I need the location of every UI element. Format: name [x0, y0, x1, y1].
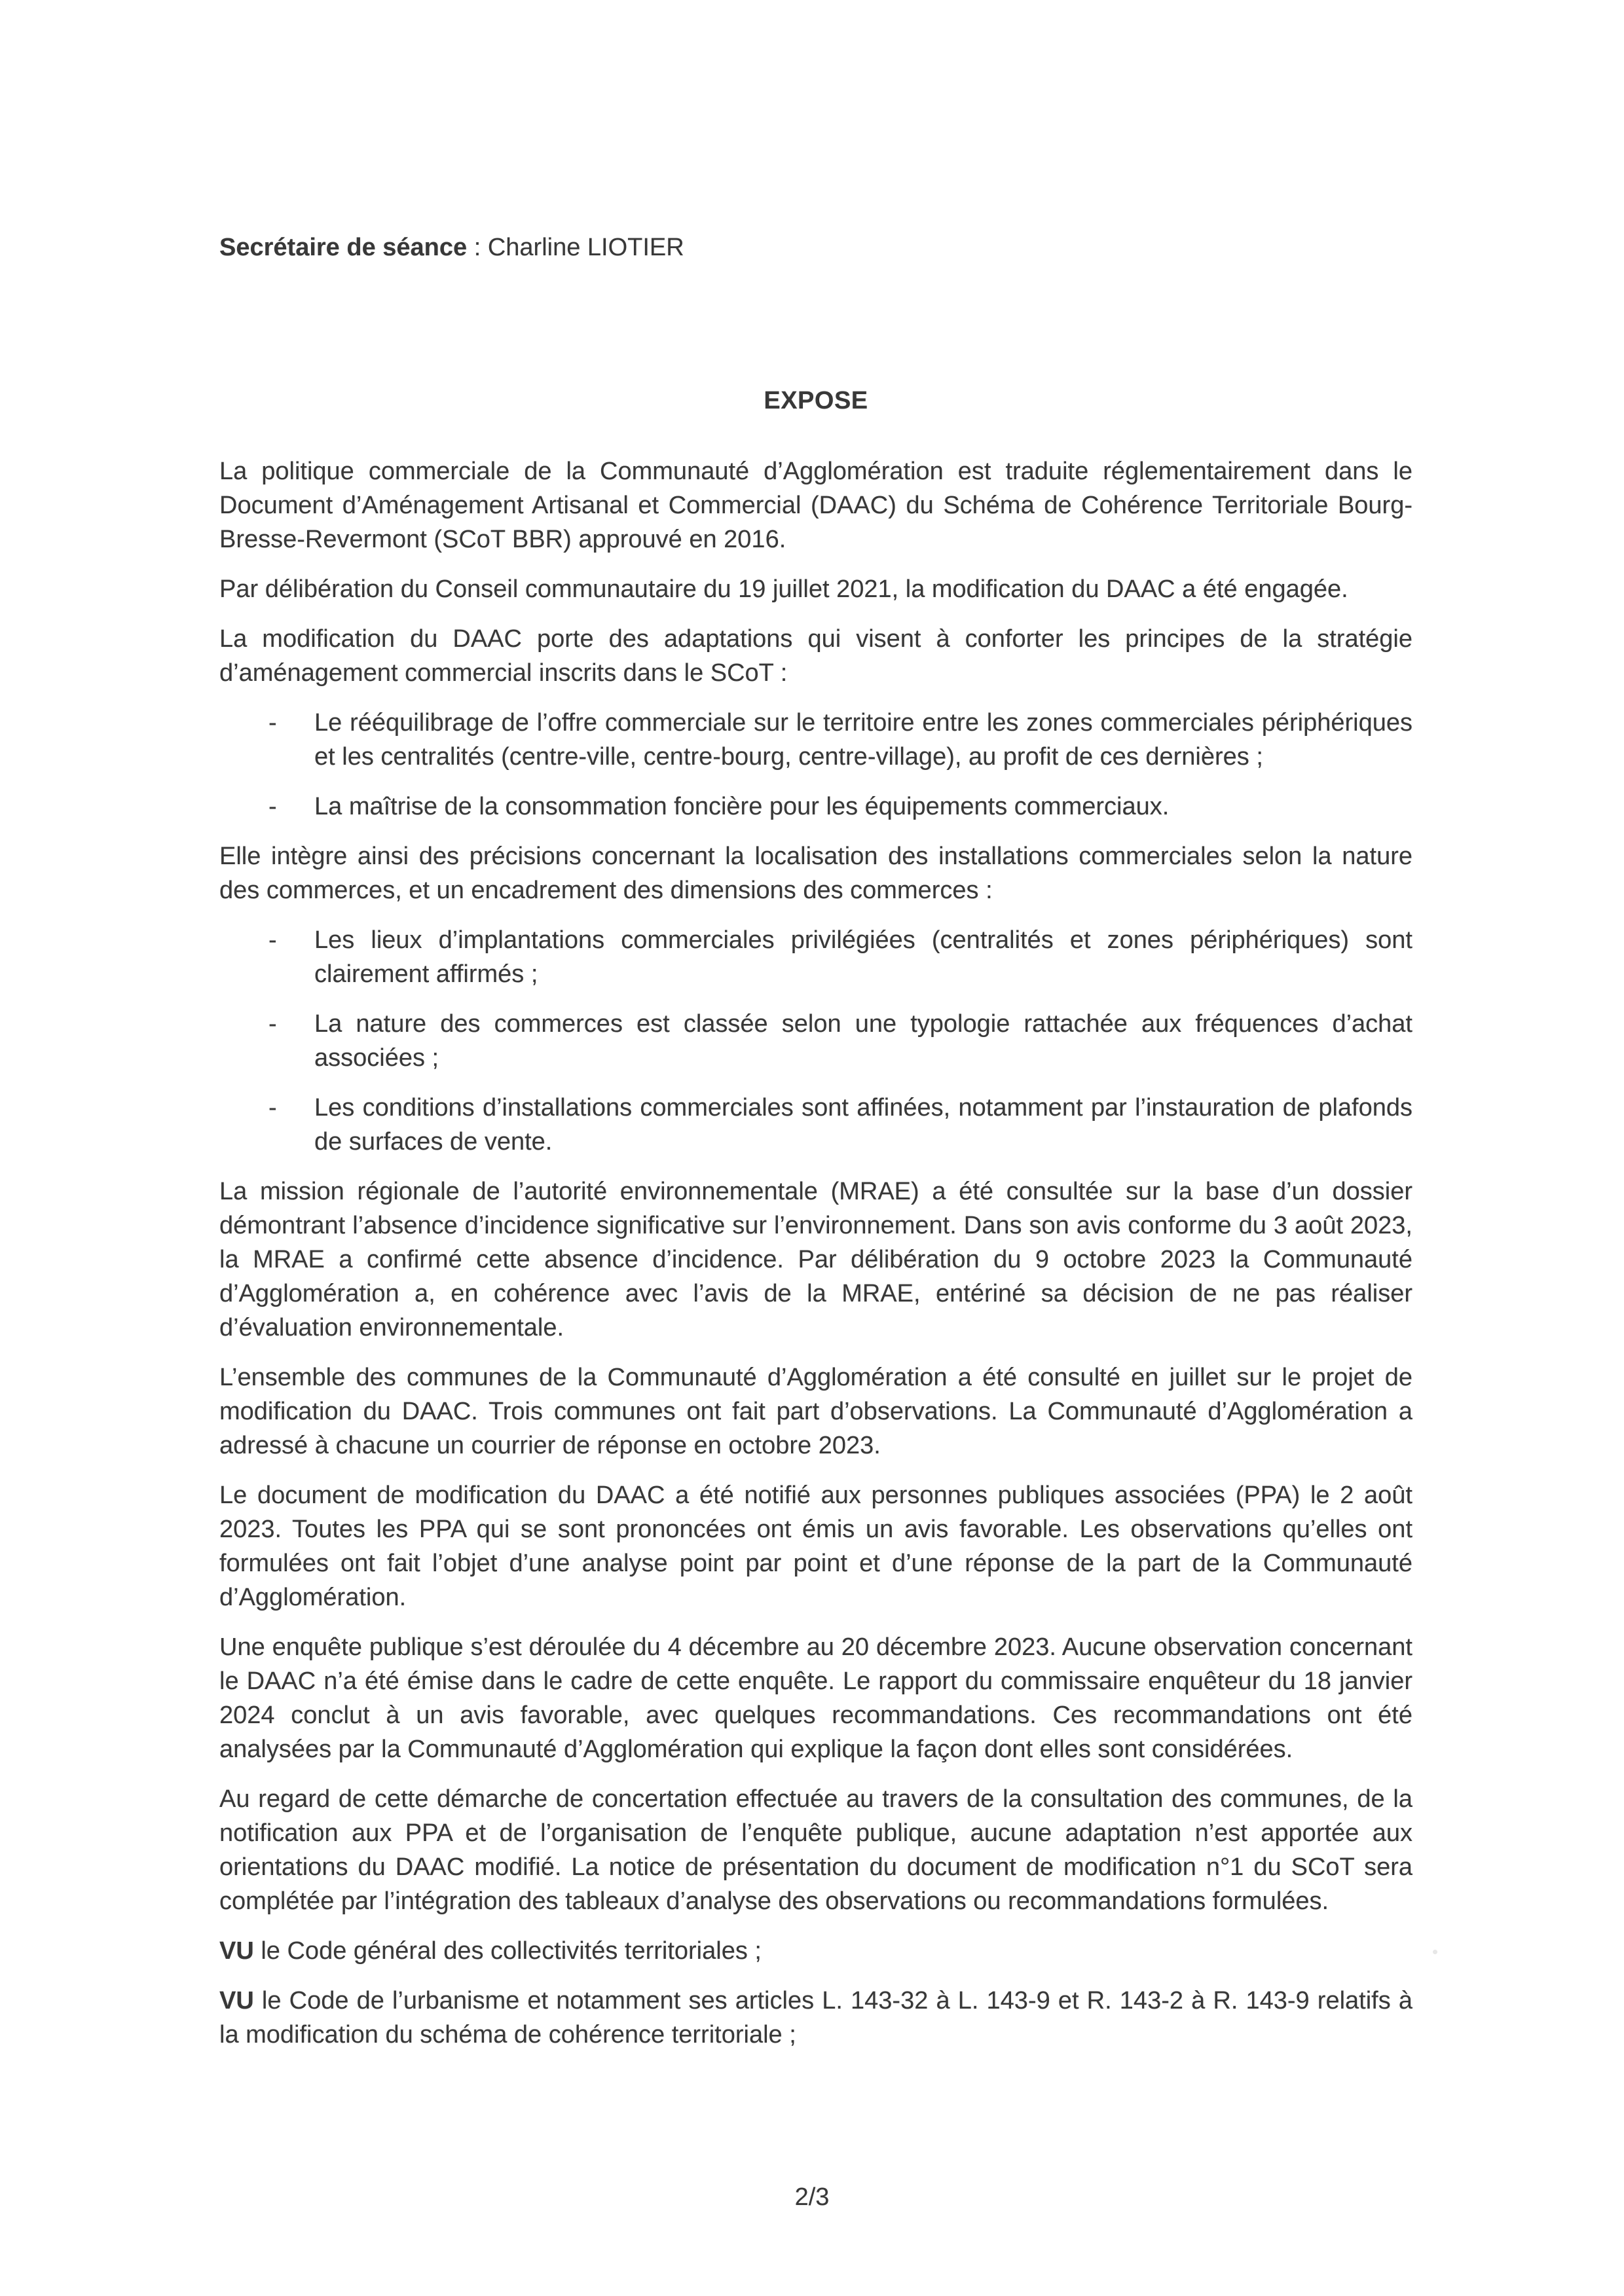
paragraph: La politique commerciale de la Communauté d’Agglomération est traduite réglementairement dans le Document d’Aménagement Artisanal et Commercial (DAAC) du Schéma de Cohérence Territoriale Bourg-Bresse-Revermont (SCoT BBR) approuvé en 2016. [219, 458, 1412, 553]
secretary-line [219, 230, 1412, 264]
paragraph: Elle intègre ainsi des précisions concernant la localisation des installations commerciales selon la nature des commerces, et un encadrement des dimensions des commerces : [219, 843, 1412, 904]
paragraph: Au regard de cette démarche de concertation effectuée au travers de la consultation des communes, de la notification aux PPA et de l’organisation de l’enquête publique, aucune adaptation n’est apportée aux orientations du DAAC modifié. La notice de présentation du document de modification n°1 du SCoT sera complétée par l’intégration des tableaux d’analyse des observations ou recommandations formulées. [219, 1785, 1412, 1915]
document-body [219, 454, 1412, 2052]
bullet-item [219, 706, 1412, 774]
bullet-item [219, 923, 1412, 991]
bullet-text: La nature des commerces est classée selon une typologie rattachée aux fréquences d’achat associées ; [314, 1010, 1412, 1072]
bullet-item [219, 1091, 1412, 1159]
bullet-dash: - [268, 709, 277, 737]
paragraph: La modification du DAAC porte des adaptations qui visent à conforter les principes de la stratégie d’aménagement commercial inscrits dans le SCoT : [219, 625, 1412, 687]
bullet-item [219, 1007, 1412, 1075]
bullet-item [219, 790, 1412, 824]
bullet-dash: - [268, 1094, 277, 1121]
document-content [219, 230, 1412, 2068]
bullet-dash: - [268, 1010, 277, 1038]
bullet-text: La maîtrise de la consommation foncière pour les équipements commerciaux. [314, 793, 1170, 820]
vu-label: VU [219, 1937, 254, 1965]
scan-artifact [1433, 1950, 1437, 1954]
secretary-value: : Charline LIOTIER [467, 234, 684, 261]
bullet-text: Le rééquilibrage de l’offre commerciale sur le territoire entre les zones commerciales périphériques et les centralités (centre-ville, centre-bourg, centre-village), au profit de ces dernières ; [314, 709, 1412, 771]
paragraph: L’ensemble des communes de la Communauté d’Agglomération a été consulté en juillet sur le projet de modification du DAAC. Trois communes ont fait part d’observations. La Communauté d’Agglomération a adressé à chacune un courrier de réponse en octobre 2023. [219, 1364, 1412, 1459]
vu-label: VU [219, 1987, 254, 2014]
bullet-dash: - [268, 793, 277, 820]
bullet-text: Les lieux d’implantations commerciales privilégiées (centralités et zones périphériques) sont clairement affirmés ; [314, 926, 1412, 988]
paragraph: Une enquête publique s’est déroulée du 4 décembre au 20 décembre 2023. Aucune observation concernant le DAAC n’a été émise dans le cadre de cette enquête. Le rapport du commissaire enquêteur du 18 janvier 2024 conclut à un avis favorable, avec quelques recommandations. Ces recommandations ont été analysées par la Communauté d’Agglomération qui explique la façon dont elles sont considérées. [219, 1633, 1412, 1763]
paragraph: La mission régionale de l’autorité environnementale (MRAE) a été consultée sur la base d’un dossier démontrant l’absence d’incidence significative sur l’environnement. Dans son avis conforme du 3 août 2023, la MRAE a confirmé cette absence d’incidence. Par délibération du 9 octobre 2023 la Communauté d’Agglomération a, en cohérence avec l’avis de la MRAE, entériné sa décision de ne pas réaliser d’évaluation environnementale. [219, 1178, 1412, 1341]
vu-paragraph: VU le Code de l’urbanisme et notamment ses articles L. 143-32 à L. 143-9 et R. 143-2 à R. 143-9 relatifs à la modification du schéma de cohérence territoriale ; [219, 1987, 1412, 2049]
section-title: EXPOSE [764, 387, 868, 414]
secretary-label: Secrétaire de séance [219, 234, 468, 261]
paragraph: Par délibération du Conseil communautaire du 19 juillet 2021, la modification du DAAC a été engagée. [219, 575, 1348, 603]
bullet-text: Les conditions d’installations commerciales sont affinées, notamment par l’instauration de plafonds de surfaces de vente. [314, 1094, 1412, 1156]
page-number: 2/3 [794, 2183, 830, 2211]
vu-paragraph: VU le Code général des collectivités territoriales ; [219, 1937, 762, 1965]
bullet-dash: - [268, 926, 277, 954]
paragraph: Le document de modification du DAAC a été notifié aux personnes publiques associées (PPA) le 2 août 2023. Toutes les PPA qui se sont prononcées ont émis un avis favorable. Les observations qu’elles ont formulées ont fait l’objet d’une analyse point par point et d’une réponse de la part de la Communauté d’Agglomération. [219, 1482, 1412, 1611]
